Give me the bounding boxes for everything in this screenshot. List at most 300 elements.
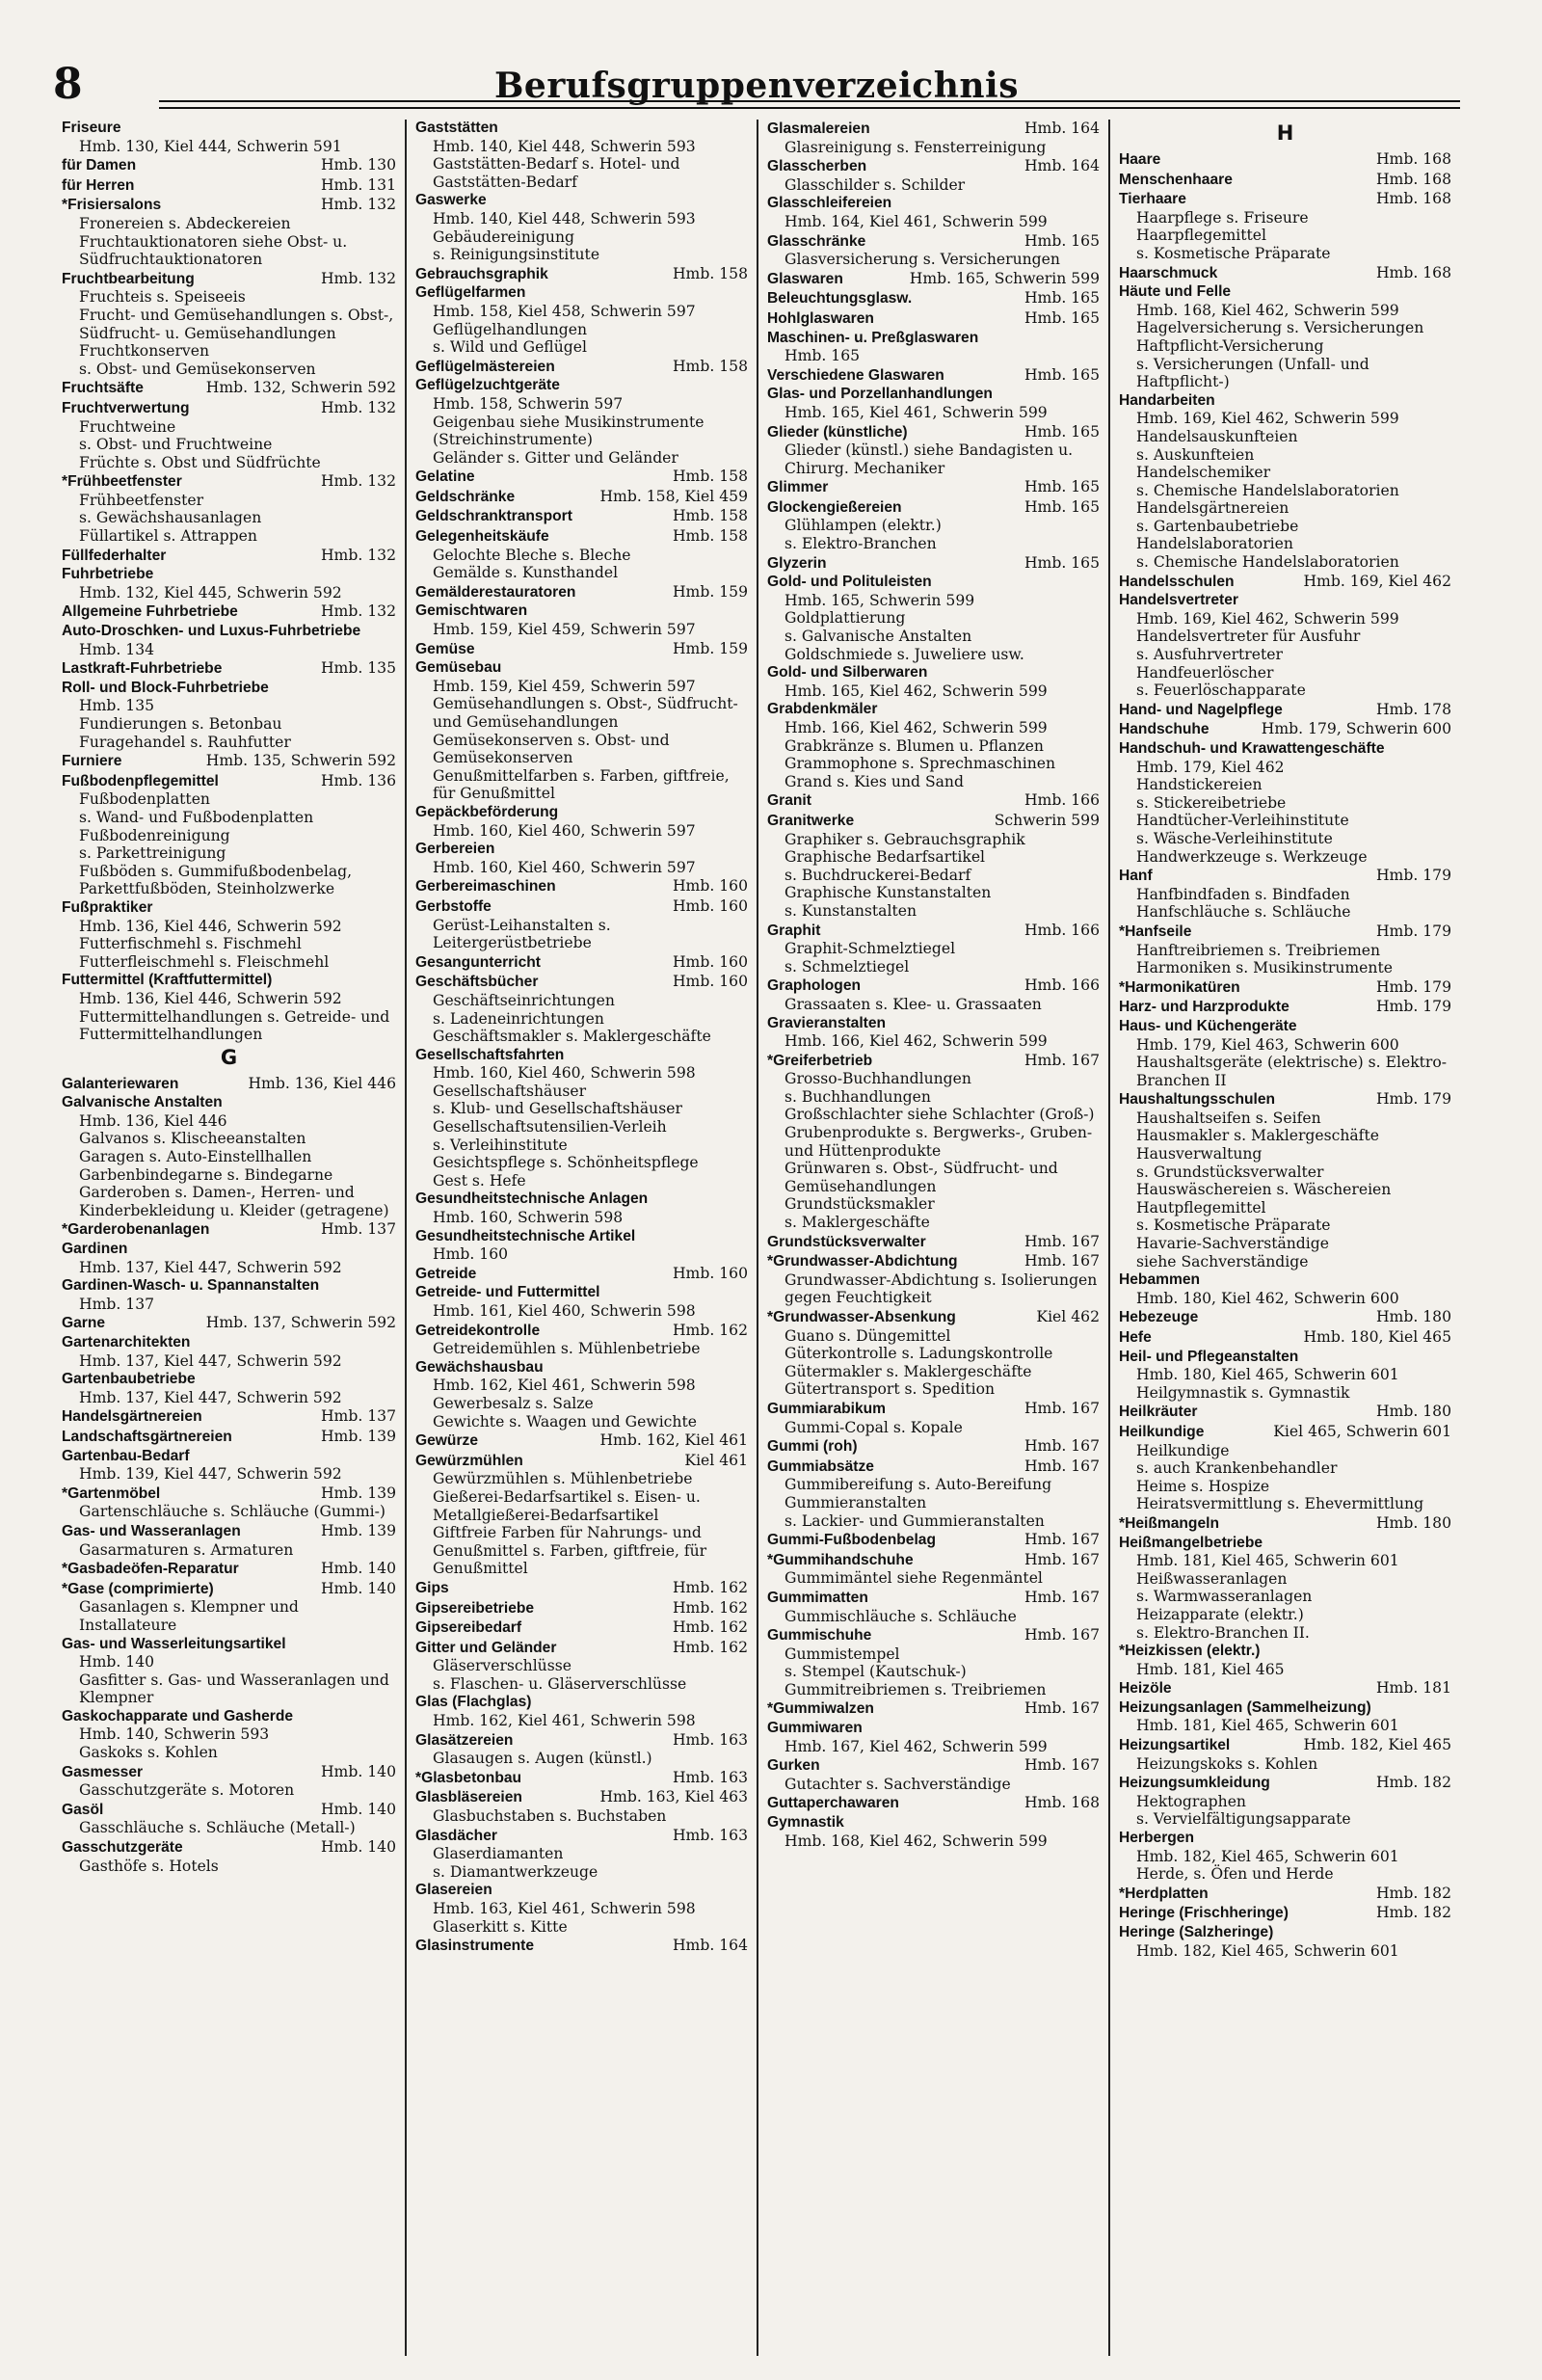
entry-reference: Hmb. 158 [672, 527, 748, 546]
directory-entry [767, 120, 1100, 156]
entry-line: Geschäftseinrichtungen [433, 991, 615, 1009]
entry-line: Glaserdiamanten [433, 1845, 564, 1863]
entry-line: s. Kosmetische Präparate [1136, 244, 1331, 262]
entry-reference: Hmb. 135, Schwerin 592 [205, 752, 396, 770]
entry-heading: Hefe [1119, 1329, 1152, 1346]
entry-heading: Glasschränke [767, 232, 866, 250]
entry-reference: Hmb. 139 [320, 1521, 396, 1539]
directory-entry [415, 1579, 748, 1598]
entry-heading: Gerbstoffe [415, 897, 492, 915]
directory-entry [415, 1322, 748, 1358]
entry-line: Hmb. 137 [79, 1295, 155, 1313]
entry-heading-line [62, 602, 396, 622]
entry-heading-line [767, 1015, 1100, 1033]
entry-line: Hanfbindfaden s. Bindfaden [1136, 885, 1350, 903]
directory-entry [415, 192, 748, 263]
entry-heading: Gaskochapparate und Gasherde [62, 1707, 294, 1725]
entry-heading: für Herren [62, 176, 135, 194]
entry-reference: Hmb. 168 [1375, 170, 1451, 188]
entry-line: Hmb. 160, Kiel 460, Schwerin 598 [433, 1064, 696, 1083]
entry-heading: Gartenbau-Bedarf [62, 1447, 190, 1464]
entry-reference: Hmb. 132 [320, 546, 396, 564]
directory-entry [62, 1484, 396, 1521]
entry-heading: Gewürze [415, 1432, 478, 1450]
entry-heading: *Gartenmöbel [62, 1484, 161, 1502]
entry-heading-line [415, 1359, 748, 1377]
entry-heading: Allgemeine Fuhrbetriebe [62, 603, 238, 621]
entry-heading: Gemälderestauratoren [415, 583, 576, 601]
entry-heading: Häute und Felle [1119, 283, 1232, 301]
section-letter: H [1276, 121, 1294, 145]
directory-entry [1119, 1679, 1451, 1698]
entry-heading-line [415, 1618, 748, 1638]
directory-entry [415, 527, 748, 582]
directory-entry [62, 196, 396, 268]
directory-entry [1119, 573, 1451, 592]
directory-entry [62, 1708, 396, 1762]
entry-line: s. Vervielfältigungsapparate [1136, 1810, 1351, 1829]
entry-reference: Hmb. 164 [672, 1937, 748, 1955]
directory-entry [1119, 1514, 1451, 1534]
entry-heading-line [62, 196, 396, 215]
directory-entry [1119, 1699, 1451, 1735]
entry-line: Hmb. 165, Schwerin 599 [784, 591, 975, 609]
entry-line: Futtermittelhandlungen s. Getreide- und Futtermittelhandlungen [79, 1007, 390, 1044]
entry-heading: Haushaltungsschulen [1119, 1091, 1276, 1109]
entry-line: Hmb. 137, Kiel 447, Schwerin 592 [79, 1258, 342, 1276]
directory-entry [767, 1457, 1100, 1530]
directory-entry [62, 1580, 396, 1635]
entry-heading: Geldschranktransport [415, 508, 572, 525]
entry-heading: Gummi-Fußbodenbelag [767, 1532, 936, 1549]
directory-entry [62, 120, 396, 155]
entry-heading-line [415, 804, 748, 822]
directory-entry [767, 1015, 1100, 1051]
directory-entry [767, 554, 1100, 574]
entry-heading-line [415, 953, 748, 973]
entry-heading-line [1119, 740, 1451, 759]
entry-heading-line [767, 1252, 1100, 1271]
entry-heading: *Gummiwalzen [767, 1700, 874, 1718]
entry-heading: Glasmalereien [767, 120, 870, 137]
entry-reference: Hmb. 182, Kiel 465 [1303, 1736, 1451, 1754]
entry-line: Gasfitter s. Gas- und Wasseranlagen und Klempner [79, 1671, 389, 1707]
directory-entry [1119, 978, 1451, 998]
entry-heading-line [767, 120, 1100, 139]
entry-line: s. Auskunfteien [1136, 445, 1255, 464]
entry-line: Gesellschaftshäuser [433, 1082, 587, 1100]
entry-line: s. Flaschen- u. Gläserverschlüsse [433, 1674, 687, 1693]
entry-line: Hektographen [1136, 1792, 1246, 1810]
entry-reference: Hmb. 179 [1375, 998, 1451, 1016]
entry-line: Hmb. 181, Kiel 465 [1136, 1660, 1285, 1678]
entry-heading: Friseure [62, 120, 121, 136]
entry-line: Gummieranstalten [784, 1493, 927, 1511]
entry-heading: Granit [767, 792, 811, 810]
entry-heading: *Heißmangeln [1119, 1514, 1219, 1532]
entry-line: Gummimäntel siehe Regenmäntel [784, 1569, 1043, 1588]
entry-heading: Maschinen- u. Preßglaswaren [767, 329, 979, 346]
entry-line: Gewürzmühlen s. Mühlenbetriebe [433, 1470, 693, 1488]
entry-reference: Hmb. 182 [1375, 1884, 1451, 1902]
entry-line: s. Gartenbaubetriebe [1136, 517, 1299, 535]
entry-reference: Hmb. 139 [320, 1427, 396, 1445]
directory-entry [62, 547, 396, 566]
entry-heading: Glaswaren [767, 270, 843, 287]
entry-line: Hmb. 162, Kiel 461, Schwerin 598 [433, 1377, 696, 1395]
entry-line: Fruchtkonserven [79, 342, 210, 361]
entry-line: Furagehandel s. Rauhfutter [79, 733, 291, 751]
entry-reference: Hmb. 159 [672, 582, 748, 601]
entry-heading: *Gase (comprimierte) [62, 1580, 214, 1597]
entry-heading: Heizungsartikel [1119, 1737, 1231, 1754]
entry-heading-line [62, 1636, 396, 1654]
directory-entry [767, 1252, 1100, 1307]
entry-line: Haftpflicht-Versicherung [1136, 336, 1324, 355]
directory-entry [1119, 1643, 1451, 1678]
directory-entry [62, 602, 396, 622]
directory-entry [1119, 1308, 1451, 1327]
entry-line: Frucht- und Gemüsehandlungen s. Obst-, Südfrucht- u. Gemüsehandlungen [79, 306, 394, 342]
entry-reference: Hmb. 160 [672, 877, 748, 896]
entry-heading: Gemüsebau [415, 659, 502, 677]
entry-line: s. Obst- und Gemüsekonserven [79, 360, 316, 378]
entry-heading-line [767, 1551, 1100, 1570]
entry-reference: Hmb. 168 [1375, 263, 1451, 281]
entry-line: s. Versicherungen (Unfall- und Haftpflicht-) [1136, 355, 1369, 391]
entry-heading: Lastkraft-Fuhrbetriebe [62, 660, 223, 678]
directory-entry [767, 976, 1100, 1013]
directory-entry [767, 1720, 1100, 1755]
header-rule [159, 100, 1460, 109]
entry-reference: Hmb. 167 [1024, 1252, 1100, 1270]
entry-line: Hmb. 169, Kiel 462, Schwerin 599 [1136, 609, 1399, 628]
entry-heading: Gravieranstalten [767, 1014, 887, 1031]
entry-heading: Guttaperchawaren [767, 1795, 899, 1812]
directory-entry [1119, 1423, 1451, 1513]
directory-entry [415, 1047, 748, 1190]
entry-heading-line [767, 1626, 1100, 1645]
entry-heading: Gesundheitstechnische Artikel [415, 1227, 636, 1244]
entry-line: Hmb. 137, Kiel 447, Schwerin 592 [79, 1351, 342, 1370]
entry-line: Hmb. 158, Kiel 458, Schwerin 597 [433, 302, 696, 320]
entry-heading: Handelsgärtnereien [62, 1408, 202, 1426]
entry-heading: *Harmonikatüren [1119, 978, 1240, 996]
entry-heading: für Damen [62, 157, 137, 174]
entry-heading-line [415, 841, 748, 859]
entry-reference: Hmb. 162 [672, 1618, 748, 1637]
entry-line: Hmb. 136, Kiel 446 [79, 1111, 227, 1130]
entry-reference: Hmb. 140 [320, 1579, 396, 1597]
entry-reference: Hmb. 160 [672, 896, 748, 915]
entry-line: Heizungskoks s. Kohlen [1136, 1754, 1318, 1773]
entry-reference: Hmb. 163, Kiel 463 [599, 1788, 748, 1806]
directory-entry [1119, 392, 1451, 572]
entry-heading: Fußpraktiker [62, 898, 153, 916]
directory-entry [1119, 283, 1451, 391]
entry-line: Grundstücksmakler [784, 1195, 935, 1214]
entry-heading-line [767, 289, 1100, 308]
entry-heading-line [62, 1522, 396, 1541]
directory-entry [62, 659, 396, 679]
entry-reference: Hmb. 165 [1024, 497, 1100, 516]
entry-line: Hmb. 159, Kiel 459, Schwerin 597 [433, 677, 696, 695]
directory-entry [415, 507, 748, 526]
entry-line: Graphische Kunstanstalten [784, 884, 992, 902]
entry-heading: Glasinstrumente [415, 1938, 535, 1955]
directory-entry [415, 1694, 748, 1729]
entry-heading-line [415, 1452, 748, 1471]
entry-heading-line [62, 752, 396, 771]
entry-line: Großschlachter siehe Schlachter (Groß-) [784, 1106, 1095, 1124]
entry-line: Glaserkitt s. Kitte [433, 1917, 568, 1936]
entry-heading: Geflügelfarmen [415, 284, 526, 302]
directory-entry [1119, 1271, 1451, 1307]
directory-entry [767, 330, 1100, 365]
entry-heading-line [415, 1639, 748, 1658]
directory-entry [62, 752, 396, 771]
entry-heading-line [415, 284, 748, 303]
entry-heading: Herbergen [1119, 1830, 1194, 1847]
entry-heading: Gas- und Wasseranlagen [62, 1522, 241, 1539]
entry-heading-line [767, 1589, 1100, 1608]
page-number: 8 [53, 60, 83, 109]
entry-line: Gebäudereinigung [433, 227, 574, 246]
entry-line: Garbenbindegarne s. Bindegarne [79, 1165, 333, 1184]
entry-line: Hmb. 160 [433, 1245, 509, 1264]
directory-entry [767, 701, 1100, 790]
entry-heading-line [415, 507, 748, 526]
entry-line: Handelslaboratorien [1136, 535, 1293, 553]
entry-heading-line [767, 478, 1100, 497]
entry-heading: Gips [415, 1579, 449, 1596]
directory-entry [415, 1431, 748, 1451]
entry-reference: Hmb. 164 [1024, 157, 1100, 175]
entry-heading: Heilkräuter [1119, 1404, 1198, 1421]
directory-entry [1119, 1018, 1451, 1089]
directory-entry [767, 1756, 1100, 1793]
entry-line: Haushaltseifen s. Seifen [1136, 1109, 1321, 1127]
entry-line: Hmb. 160, Kiel 460, Schwerin 597 [433, 858, 696, 876]
directory-entry [1119, 740, 1451, 866]
entry-reference: Hmb. 159 [672, 639, 748, 657]
entry-heading-line [415, 877, 748, 896]
entry-line: Grosso-Buchhandlungen [784, 1070, 971, 1088]
entry-heading: Beleuchtungsglasw. [767, 290, 913, 308]
entry-heading: *Glasbetonbau [415, 1769, 522, 1786]
entry-line: Goldschmiede s. Juweliere usw. [784, 645, 1024, 663]
directory-entry [62, 1220, 396, 1240]
entry-heading: Hohlglaswaren [767, 309, 874, 327]
directory-entry [1119, 1349, 1451, 1403]
entry-heading-line [62, 399, 396, 418]
entry-heading-line [767, 1720, 1100, 1738]
entry-heading: Heringe (Salzheringe) [1119, 1924, 1274, 1940]
entry-heading-line [62, 1314, 396, 1333]
entry-heading-line [415, 1731, 748, 1751]
entry-line: Hmb. 132, Kiel 445, Schwerin 592 [79, 583, 342, 602]
entry-heading-line [1119, 978, 1451, 998]
entry-heading-line [62, 566, 396, 584]
directory-entry [415, 1284, 748, 1320]
entry-heading-line [415, 120, 748, 138]
entry-heading-line [62, 1580, 396, 1599]
entry-heading: Hebezeuge [1119, 1309, 1199, 1326]
directory-entry [767, 1052, 1100, 1232]
entry-line: Hmb. 158, Schwerin 597 [433, 394, 624, 413]
directory-entry [62, 1838, 396, 1875]
entry-heading-line [415, 1047, 748, 1065]
directory-entry [62, 1636, 396, 1707]
entry-reference: Hmb. 182 [1375, 1774, 1451, 1792]
entry-line: Handelschemiker [1136, 464, 1271, 482]
directory-entry [62, 1763, 396, 1800]
entry-reference: Hmb. 179 [1375, 867, 1451, 885]
entry-reference: Hmb. 163 [672, 1826, 748, 1844]
entry-heading-line [62, 1277, 396, 1296]
entry-line: s. Wand- und Fußbodenplatten [79, 808, 314, 826]
entry-reference: Hmb. 168 [1024, 1794, 1100, 1812]
directory-entry [62, 176, 396, 196]
entry-heading-line [767, 574, 1100, 592]
directory-entry [767, 498, 1100, 553]
entry-line: Glasbuchstaben s. Buchstaben [433, 1807, 667, 1826]
directory-entry [415, 468, 748, 487]
entry-line: Haarpflegemittel [1136, 227, 1266, 245]
entry-heading-line [1119, 1885, 1451, 1904]
entry-heading: Füllfederhalter [62, 547, 167, 564]
entry-heading-line [1119, 1699, 1451, 1718]
entry-heading: Glas- und Porzellanhandlungen [767, 386, 993, 403]
directory-column [53, 120, 405, 2356]
directory-entry [62, 772, 396, 898]
entry-line: Hmb. 179, Kiel 462 [1136, 758, 1285, 776]
entry-line: Heilgymnastik s. Gymnastik [1136, 1383, 1350, 1402]
entry-heading: Handelsschulen [1119, 573, 1235, 590]
entry-heading: *Garderobenanlagen [62, 1221, 210, 1239]
entry-heading-line [415, 1431, 748, 1451]
directory-column [405, 120, 757, 2356]
entry-heading-line [767, 1756, 1100, 1776]
directory-entry [62, 1371, 396, 1406]
entry-heading-line [767, 1052, 1100, 1071]
entry-heading: Galvanische Anstalten [62, 1094, 223, 1111]
entry-heading: Heißmangelbetriebe [1119, 1534, 1263, 1551]
entry-line: s. Galvanische Anstalten [784, 628, 972, 646]
entry-line: s. Buchdruckerei-Bedarf [784, 866, 971, 884]
directory-entry [767, 1814, 1100, 1850]
entry-line: Herde, s. Öfen und Herde [1136, 1865, 1334, 1884]
entry-heading: Handarbeiten [1119, 391, 1215, 409]
entry-reference: Hmb. 137 [320, 1407, 396, 1426]
directory-entry [1119, 701, 1451, 720]
entry-heading-line [62, 1448, 396, 1466]
entry-line: Grand s. Kies und Sand [784, 772, 964, 790]
entry-line: Füllartikel s. Attrappen [79, 527, 257, 546]
entry-reference: Hmb. 132 [320, 269, 396, 287]
entry-line: Früchte s. Obst und Südfrüchte [79, 453, 321, 471]
directory-entry [767, 270, 1100, 289]
entry-line: s. Kosmetische Präparate [1136, 1217, 1331, 1235]
entry-heading-line [415, 1827, 748, 1846]
directory-entry [62, 379, 396, 398]
entry-heading-line [415, 1284, 748, 1302]
entry-heading: Gummiarabikum [767, 1400, 887, 1417]
entry-heading: Gas- und Wasserleitungsartikel [62, 1635, 286, 1652]
directory-entry [415, 284, 748, 356]
entry-line: Hmb. 135 [79, 697, 155, 715]
entry-line: Gemälde s. Kunsthandel [433, 564, 619, 582]
entry-line: Hmb. 159, Kiel 459, Schwerin 597 [433, 621, 696, 639]
entry-heading-line [62, 623, 396, 641]
entry-line: Hmb. 139, Kiel 447, Schwerin 592 [79, 1465, 342, 1484]
entry-heading-line [1119, 1018, 1451, 1036]
entry-reference: Hmb. 158 [672, 468, 748, 486]
entry-heading: Grundstücksverwalter [767, 1233, 926, 1250]
directory-entry [62, 1801, 396, 1837]
entry-heading: Heilkundige [1119, 1423, 1205, 1440]
entry-heading: Gerbereimaschinen [415, 878, 556, 896]
entry-line: Handwerkzeuge s. Werkzeuge [1136, 847, 1368, 866]
entry-heading-line [415, 1769, 748, 1788]
entry-reference: Hmb. 140 [320, 1560, 396, 1578]
entry-line: Hmb. 160, Schwerin 598 [433, 1209, 624, 1227]
entry-reference: Kiel 462 [1036, 1308, 1100, 1325]
entry-line: Gartenschläuche s. Schläuche (Gummi-) [79, 1503, 386, 1521]
entry-heading: Gummischuhe [767, 1627, 872, 1645]
entry-heading-line [1119, 1514, 1451, 1534]
entry-heading-line [767, 1233, 1100, 1252]
entry-heading: Fuhrbetriebe [62, 566, 154, 583]
entry-reference: Hmb. 140 [320, 1762, 396, 1780]
entry-line: Geigenbau siehe Musikinstrumente (Streichinstrumente) [433, 413, 705, 449]
entry-line: Gesichtspflege s. Schönheitspflege [433, 1154, 699, 1172]
directory-entry [767, 232, 1100, 269]
entry-line: Goldplattierung [784, 609, 906, 628]
entry-heading-line [62, 899, 396, 918]
directory-entry [767, 309, 1100, 329]
directory-entry [62, 156, 396, 175]
entry-heading-line [767, 1814, 1100, 1832]
entry-heading: Gesangunterricht [415, 953, 541, 971]
entry-reference: Hmb. 160 [672, 973, 748, 991]
entry-line: Handtücher-Verleihinstitute [1136, 812, 1349, 830]
entry-heading-line [1119, 1271, 1451, 1290]
entry-line: s. Stempel (Kautschuk-) [784, 1663, 967, 1681]
entry-reference: Hmb. 167 [1024, 1699, 1100, 1718]
entry-heading-line [62, 1241, 396, 1259]
entry-line: Hmb. 182, Kiel 465, Schwerin 601 [1136, 1941, 1399, 1960]
directory-entry [62, 1407, 396, 1427]
entry-line: Hanftreibriemen s. Treibriemen [1136, 941, 1381, 959]
entry-heading: Gold- und Polituleisten [767, 574, 932, 591]
directory-entry [1119, 190, 1451, 262]
directory-entry [62, 1075, 396, 1094]
entry-heading-line [415, 640, 748, 659]
entry-heading: Gaststätten [415, 120, 498, 136]
entry-reference: Hmb. 166 [1024, 921, 1100, 939]
entry-heading-line [62, 156, 396, 175]
directory-entry [62, 566, 396, 602]
entry-reference: Hmb. 166 [1024, 791, 1100, 810]
entry-line: Genußmittelfarben s. Farben, giftfreie, für Genußmittel [433, 766, 730, 803]
entry-heading: Gemischtwaren [415, 602, 528, 620]
entry-heading: Gesellschaftsfahrten [415, 1046, 565, 1063]
entry-heading: Gepäckbeförderung [415, 803, 559, 820]
entry-reference: Hmb. 160 [672, 952, 748, 971]
entry-line: Harmoniken s. Musikinstrumente [1136, 959, 1393, 977]
entry-line: Hautpflegemittel [1136, 1198, 1266, 1217]
